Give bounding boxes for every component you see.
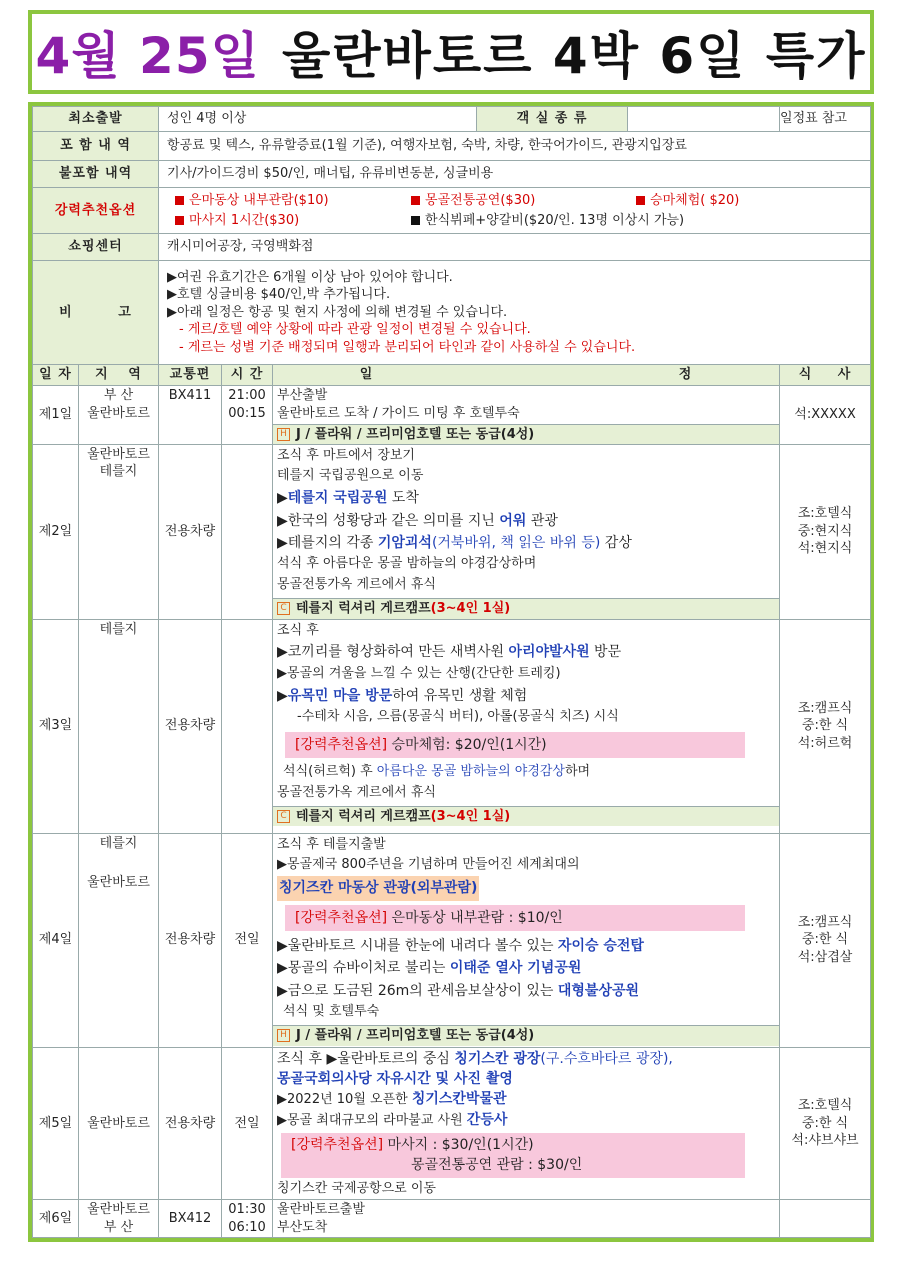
day-transport: 전용차량 — [159, 1047, 222, 1200]
day-schedule: 울란바토르출발 부산도착 — [273, 1200, 780, 1238]
day-meal: 석:XXXXX — [780, 386, 871, 445]
shopping-label: 쇼핑센터 — [33, 234, 159, 261]
day-schedule: 부산출발 울란바토르 도착 / 가이드 미팅 후 호텔투숙 H J / 플라워 / 프리미엄호텔 또는 동급(4성) — [273, 386, 780, 445]
day-transport: BX411 — [159, 386, 222, 445]
day-schedule: 조식 후 테를지출발 ▶몽골제국 800주년을 기념하며 만들어진 세계최대의 칭기즈칸 마동상 관광(외부관람) [강력추천옵션] 은마동상 내부관람 : $10/인 ▶울란바토르 시내를 한눈에 내려다 볼수 있는 자이승 승전탑 ▶몽골의 슈바이처로 불리는 이태준 열사 기념공원 ▶금으로 도금된 26m의 관세음보살상이 있는 대형불상공원 석식 및 호텔투숙 H J / 플라워 / 프리미엄호텔 또는 동급(4성) — [273, 833, 780, 1047]
camp-icon: C — [277, 810, 290, 823]
hotel-icon: H — [277, 1029, 290, 1042]
day-meal: 조:호텔식 중:한 식 석:샤브샤브 — [780, 1047, 871, 1200]
option-item: 승마체험( $20) — [636, 192, 739, 210]
day-region: 울란바토르 테를지 — [79, 444, 159, 619]
day-transport: 전용차량 — [159, 833, 222, 1047]
room-type-value: 일정표 참고 — [780, 107, 871, 132]
day-row — [33, 1047, 871, 1200]
day-row — [33, 386, 871, 445]
header-region: 지 역 — [79, 365, 159, 386]
day-transport: 전용차량 — [159, 619, 222, 833]
red-square-icon — [411, 196, 420, 205]
hotel-line: H J / 플라워 / 프리미엄호텔 또는 동급(4성) — [273, 1025, 779, 1046]
day-time: 전일 — [222, 1047, 273, 1200]
header-transport: 교통편 — [159, 365, 222, 386]
option-item: 은마동상 내부관람($10) — [175, 192, 411, 210]
shopping-value: 캐시미어공장, 국영백화점 — [159, 234, 871, 261]
day-time: 21:00 00:15 — [222, 386, 273, 445]
min-departure-label: 최소출발 — [33, 107, 159, 132]
black-square-icon — [411, 216, 420, 225]
red-square-icon — [175, 196, 184, 205]
option-item: 몽골전통공연($30) — [411, 192, 636, 210]
day-region: 울란바토르 부 산 — [79, 1200, 159, 1238]
day-label: 제4일 — [33, 833, 79, 1047]
hotel-line: C 테를지 럭셔리 게르캠프(3~4인 1실) — [273, 598, 779, 619]
itinerary-table — [32, 106, 871, 1238]
option-box: [강력추천옵션] 승마체험: $20/인(1시간) — [285, 732, 745, 758]
day-region: 울란바토르 — [79, 1047, 159, 1200]
day-label: 제1일 — [33, 386, 79, 445]
day-row — [33, 833, 871, 1047]
hotel-icon: H — [277, 428, 290, 441]
itinerary-sheet — [28, 102, 874, 1242]
note-line: ▶호텔 싱글비용 $40/인,박 추가됩니다. — [167, 287, 391, 303]
title-banner — [28, 10, 874, 94]
day-meal: 조:캠프식 중:한 식 석:삼겹살 — [780, 833, 871, 1047]
included-value: 항공료 및 텍스, 유류할증료(1월 기준), 여행자보험, 숙박, 차량, 한국어가이드, 관광지입장료 — [159, 132, 871, 161]
option-item: 한식뷔페+양갈비($20/인. 13명 이상시 가능) — [411, 212, 684, 230]
option-box: [강력추천옵션] 은마동상 내부관람 : $10/인 — [285, 905, 745, 931]
options-list — [159, 188, 871, 234]
day-label: 제5일 — [33, 1047, 79, 1200]
header-meal: 식 사 — [780, 365, 871, 386]
note-line: ▶아래 일정은 항공 및 현지 사정에 의해 변경될 수 있습니다. — [167, 304, 508, 320]
day-schedule: 조식 후 ▶코끼리를 형상화하여 만든 새벽사원 아리야발사원 방문 ▶몽골의 겨울을 느낄 수 있는 산행(간단한 트레킹) ▶유목민 마을 방문하여 유목민 생활 체험 -수테차 시음, 으름(몽골식 버터), 아롤(몽골식 치즈) 시식 [강력추천옵션] 승마체험: $20/인(1시간) 석식(허르헉) 후 아름다운 몽골 밤하늘의 야경감상하며 몽골전통가옥 게르에서 휴식 C 테를지 럭셔리 게르캠프(3~4인 1실) — [273, 619, 780, 833]
room-type-label: 객 실 종 류 — [476, 107, 628, 131]
header-day: 일 자 — [33, 365, 79, 386]
notes-list — [159, 261, 871, 365]
header-time: 시 간 — [222, 365, 273, 386]
schedule-header — [33, 365, 871, 386]
min-departure-value: 성인 4명 이상 — [167, 111, 247, 127]
day-meal: 조:호텔식 중:현지식 석:현지식 — [780, 444, 871, 619]
day-time: 전일 — [222, 833, 273, 1047]
red-square-icon — [636, 196, 645, 205]
options-label: 강력추천옵션 — [33, 188, 159, 234]
hotel-line: H J / 플라워 / 프리미엄호텔 또는 동급(4성) — [273, 424, 779, 445]
day-row — [33, 1200, 871, 1238]
red-square-icon — [175, 216, 184, 225]
day-label: 제6일 — [33, 1200, 79, 1238]
excluded-label: 불포함 내역 — [33, 161, 159, 188]
title-date: 4월 25일 — [35, 27, 260, 85]
camp-icon: C — [277, 602, 290, 615]
day-transport: BX412 — [159, 1200, 222, 1238]
day-schedule: 조식 후 마트에서 장보기 테를지 국립공원으로 이동 ▶테를지 국립공원 도착 ▶한국의 성황당과 같은 의미를 지닌 어워 관광 ▶테를지의 각종 기암괴석(거북바위, 책 읽은 바위 등) 감상 석식 후 아름다운 몽골 밤하늘의 야경감상하며 몽골전통가옥 게르에서 휴식 C 테를지 럭셔리 게르캠프(3~4인 1실) — [273, 444, 780, 619]
note-line: ▶여권 유효기간은 6개월 이상 남아 있어야 합니다. — [167, 269, 453, 285]
note-line: - 게르/호텔 예약 상황에 따라 관광 일정이 변경될 수 있습니다. — [179, 322, 531, 338]
hotel-line: C 테를지 럭셔리 게르캠프(3~4인 1실) — [273, 806, 779, 827]
day-region: 테를지 울란바토르 — [79, 833, 159, 1047]
day-region: 테를지 — [79, 619, 159, 833]
option-box: [강력추천옵션] 마사지 : $30/인(1시간) 몽골전통공연 관람 : $30/인 — [281, 1133, 745, 1178]
day-time: 01:30 06:10 — [222, 1200, 273, 1238]
title-text: 울란바토르 4박 6일 특가 — [281, 27, 867, 85]
day-label: 제2일 — [33, 444, 79, 619]
day-transport: 전용차량 — [159, 444, 222, 619]
day-schedule: 조식 후 ▶울란바토르의 중심 칭기스칸 광장(구.수흐바타르 광장), 몽골국회의사당 자유시간 및 사진 촬영 ▶2022년 10월 오픈한 칭기스칸박물관 ▶몽골 최대규모의 라마불교 사원 간등사 [강력추천옵션] 마사지 : $30/인(1시간) 몽골전통공연 관람 : $30/인 칭기스칸 국제공항으로 이동 — [273, 1047, 780, 1200]
excluded-value: 기사/가이드경비 $50/인, 매너팁, 유류비변동분, 싱글비용 — [159, 161, 871, 188]
notes-label: 비 고 — [33, 261, 159, 365]
day-row — [33, 444, 871, 619]
day-row — [33, 619, 871, 833]
day-region: 부 산 울란바토르 — [79, 386, 159, 445]
note-line: - 게르는 성별 기준 배정되며 일행과 분리되어 타인과 같이 사용하실 수 있습니다. — [179, 339, 636, 355]
option-item: 마사지 1시간($30) — [175, 212, 411, 230]
included-label: 포 함 내 역 — [33, 132, 159, 161]
day-label: 제3일 — [33, 619, 79, 833]
header-schedule: 일 정 — [273, 365, 780, 386]
day-meal: 조:캠프식 중:한 식 석:허르헉 — [780, 619, 871, 833]
